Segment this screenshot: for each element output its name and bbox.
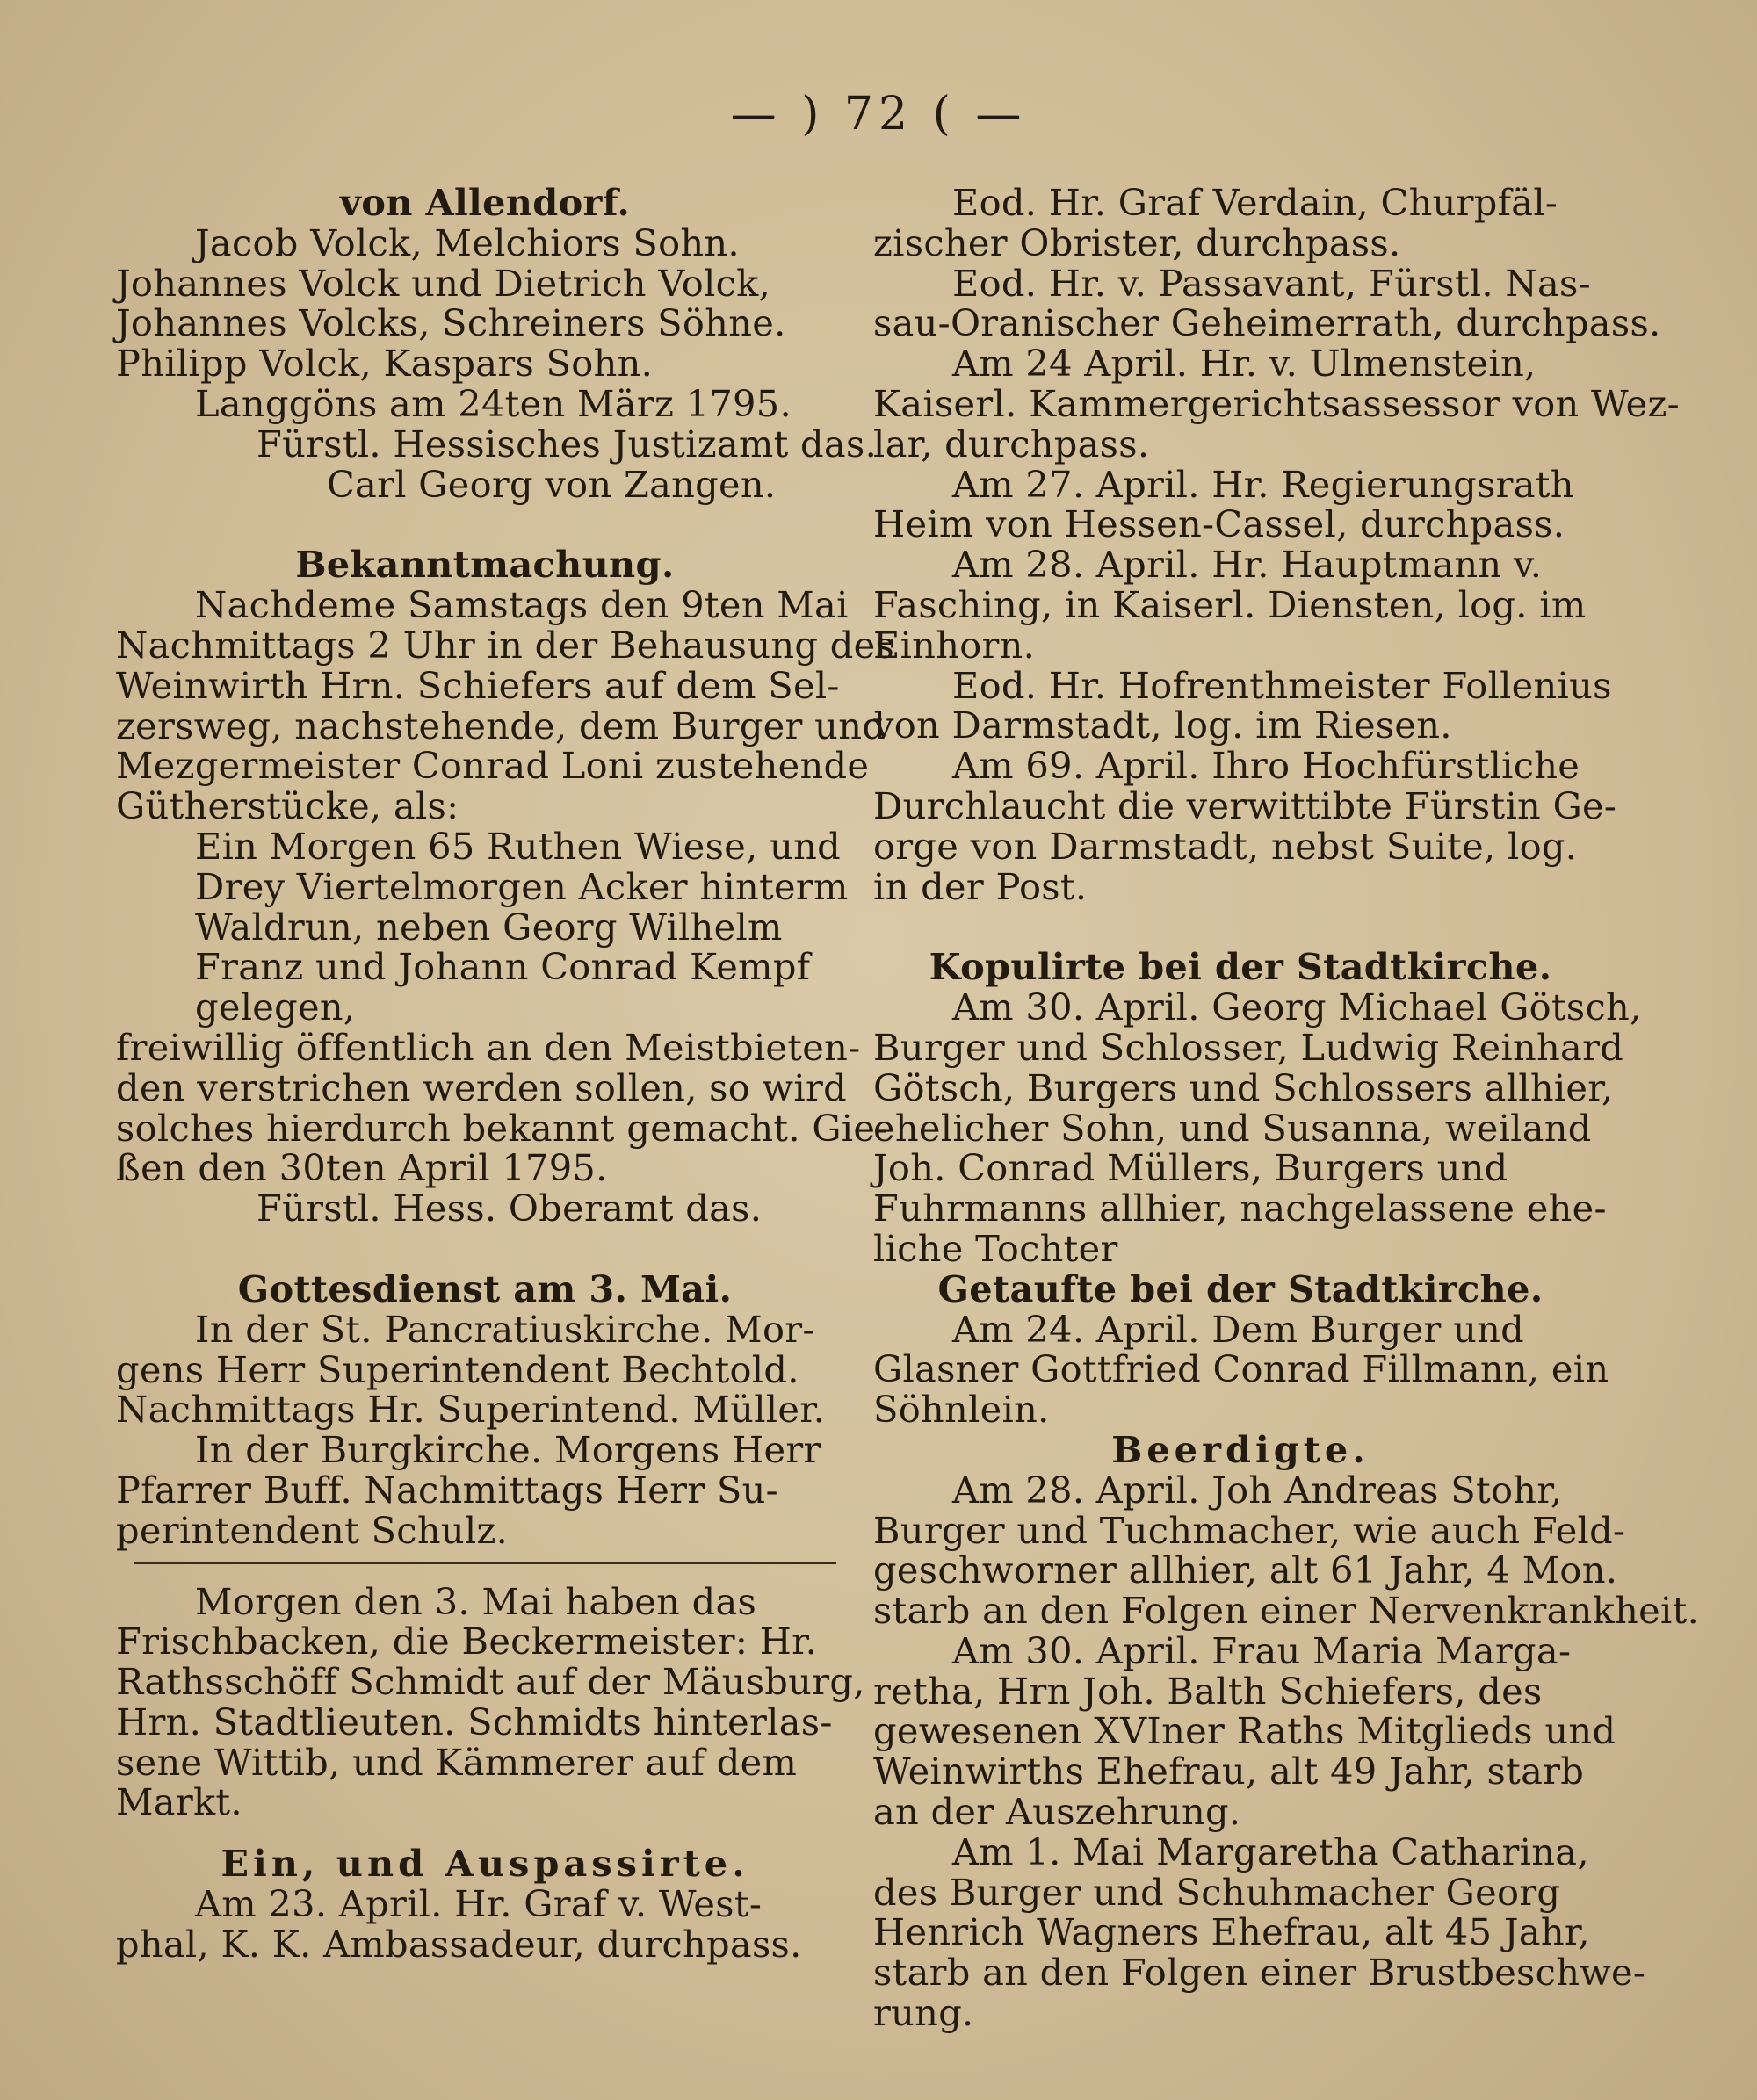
signature: Fürstl. Hess. Oberamt das.: [257, 1187, 763, 1230]
text-line: Mezgermeister Conrad Loni zustehende: [116, 744, 870, 788]
text-line: Am 27. April. Hr. Regierungsrath: [952, 462, 1574, 506]
text-line: Eod. Hr. Graf Verdain, Churpfäl-: [952, 181, 1558, 224]
text-line: geschworner allhier, alt 61 Jahr, 4 Mon.: [873, 1548, 1618, 1592]
text-line: Am 30. April. Frau Maria Marga-: [952, 1628, 1572, 1672]
list-item: Waldrun, neben Georg Wilhelm: [195, 905, 783, 949]
text-line: Götsch, Burgers und Schlossers allhier,: [873, 1065, 1614, 1109]
text-line: Nachmittags 2 Uhr in der Behausung des: [116, 623, 895, 667]
list-item: Drey Viertelmorgen Acker hinterm: [195, 864, 849, 908]
right-column: [873, 181, 1700, 2035]
text-line: Fuhrmanns allhier, nachgelassene ehe-: [873, 1187, 1607, 1230]
text-line: gens Herr Superintendent Bechtold.: [116, 1347, 799, 1391]
text-line: Morgen den 3. Mai haben das: [195, 1579, 757, 1623]
text-line: Burger und Tuchmacher, wie auch Feld-: [873, 1508, 1626, 1552]
text-line: in der Post.: [873, 864, 1088, 908]
text-line: Am 23. April. Hr. Graf v. West-: [195, 1882, 763, 1926]
text-line: Burger und Schlosser, Ludwig Reinhard: [873, 1025, 1624, 1069]
text-line: Heim von Hessen-Cassel, durchpass.: [873, 502, 1565, 546]
text-line: Johannes Volck und Dietrich Volck,: [116, 261, 771, 305]
text-line: von Darmstadt, log. im Riesen.: [873, 704, 1452, 747]
text-line: Am 28. April. Joh Andreas Stohr,: [952, 1468, 1563, 1512]
section-heading-beerdigte: Beerdigte.: [1111, 1427, 1370, 1471]
text-line: In der Burgkirche. Morgens Herr: [195, 1428, 821, 1472]
text-line: sene Wittib, und Kämmerer auf dem: [116, 1740, 798, 1784]
section-heading-kopulirte: Kopulirte bei der Stadtkirche.: [929, 945, 1552, 989]
dateline: Langgöns am 24ten März 1795.: [195, 381, 792, 425]
text-line: lar, durchpass.: [873, 422, 1150, 465]
text-line: starb an den Folgen einer Nervenkrankheit.: [873, 1589, 1700, 1633]
text-line: Eod. Hr. Hofrenthmeister Follenius: [952, 663, 1612, 707]
left-column: [116, 181, 895, 1966]
text-line: Am 1. Mai Margaretha Catharina,: [952, 1829, 1589, 1873]
section-divider: [134, 1562, 836, 1564]
text-line: Nachmittags Hr. Superintend. Müller.: [116, 1388, 826, 1432]
section-heading-bekanntmachung: Bekanntmachung.: [295, 543, 675, 587]
office-line: Fürstl. Hessisches Justizamt das.: [257, 422, 878, 465]
section-heading-getaufte: Getaufte bei der Stadtkirche.: [937, 1266, 1544, 1310]
text-line: Durchlaucht die verwittibte Fürstin Ge-: [873, 783, 1617, 827]
text-line: solches hierdurch bekannt gemacht. Gie-: [116, 1106, 888, 1150]
text-line: Philipp Volck, Kaspars Sohn.: [116, 342, 654, 386]
text-line: Am 24. April. Dem Burger und: [952, 1307, 1525, 1351]
text-line: rung.: [873, 1991, 974, 2035]
text-line: retha, Hrn Joh. Balth Schiefers, des: [873, 1669, 1543, 1713]
text-line: Nachdeme Samstags den 9ten Mai: [195, 583, 849, 627]
text-line: ehelicher Sohn, und Susanna, weiland: [873, 1106, 1592, 1150]
text-line: Eod. Hr. v. Passavant, Fürstl. Nas-: [952, 261, 1591, 305]
text-line: Hrn. Stadtlieuten. Schmidts hinterlas-: [116, 1699, 833, 1743]
text-line: Johannes Volcks, Schreiners Söhne.: [116, 301, 786, 345]
text-line: Söhnlein.: [873, 1388, 1050, 1432]
text-line: Am 24 April. Hr. v. Ulmenstein,: [952, 342, 1536, 386]
text-line: Kaiserl. Kammergerichtsassessor von Wez-: [873, 381, 1680, 425]
text-line: orge von Darmstadt, nebst Suite, log.: [873, 824, 1578, 868]
text-line: Frischbacken, die Beckermeister: Hr.: [116, 1620, 818, 1663]
text-line: liche Tochter: [873, 1226, 1118, 1270]
text-line: Am 28. April. Hr. Hauptmann v.: [952, 543, 1543, 587]
text-line: perintendent Schulz.: [116, 1508, 509, 1552]
text-line: gewesenen XVIner Raths Mitglieds und: [873, 1709, 1616, 1753]
text-line: zischer Obrister, durchpass.: [873, 220, 1401, 264]
text-line: starb an den Folgen einer Brustbeschwe-: [873, 1951, 1646, 1995]
text-line: Markt.: [116, 1780, 242, 1824]
list-item: Franz und Johann Conrad Kempf: [195, 945, 811, 989]
text-line: Einhorn.: [873, 623, 1036, 667]
text-line: Pfarrer Buff. Nachmittags Herr Su-: [116, 1468, 778, 1512]
text-line: Henrich Wagners Ehefrau, alt 45 Jahr,: [873, 1910, 1590, 1954]
section-heading-allendorf: von Allendorf.: [339, 181, 631, 224]
signature: Carl Georg von Zangen.: [327, 462, 777, 506]
text-line: an der Auszehrung.: [873, 1790, 1241, 1834]
text-line: sau-Oranischer Geheimerrath, durchpass.: [873, 301, 1661, 345]
section-heading-passirte: Ein, und Auspassirte.: [221, 1842, 749, 1886]
text-line: zersweg, nachstehende, dem Burger und: [116, 704, 886, 747]
text-line: In der St. Pancratiuskirche. Mor-: [195, 1307, 815, 1351]
text-line: Rathsschöff Schmidt auf der Mäusburg,: [116, 1660, 865, 1704]
text-line: Weinwirths Ehefrau, alt 49 Jahr, starb: [873, 1750, 1585, 1793]
text-line: Am 69. April. Ihro Hochfürstliche: [952, 744, 1580, 788]
text-line: freiwillig öffentlich an den Meistbieten-: [116, 1025, 861, 1069]
list-item: gelegen,: [195, 985, 356, 1029]
text-line: Weinwirth Hrn. Schiefers auf dem Sel-: [116, 663, 840, 707]
text-line: des Burger und Schuhmacher Georg: [873, 1870, 1561, 1914]
section-heading-gottesdienst: Gottesdienst am 3. Mai.: [237, 1266, 733, 1310]
list-item: Ein Morgen 65 Ruthen Wiese, und: [195, 824, 842, 868]
text-line: den verstrichen werden sollen, so wird: [116, 1065, 847, 1109]
text-line: Fasching, in Kaiserl. Diensten, log. im: [873, 582, 1587, 626]
text-line: phal, K. K. Ambassadeur, durchpass.: [116, 1922, 802, 1966]
text-line: Am 30. April. Georg Michael Götsch,: [952, 985, 1642, 1029]
text-line: Glasner Gottfried Conrad Fillmann, ein: [873, 1347, 1609, 1391]
text-line: Gütherstücke, als:: [116, 784, 459, 828]
page-number: — ) 72 ( —: [730, 88, 1027, 141]
text-line: ßen den 30ten April 1795.: [116, 1146, 608, 1190]
text-line: Joh. Conrad Müllers, Burgers und: [873, 1146, 1508, 1190]
text-line: Jacob Volck, Melchiors Sohn.: [195, 220, 740, 264]
